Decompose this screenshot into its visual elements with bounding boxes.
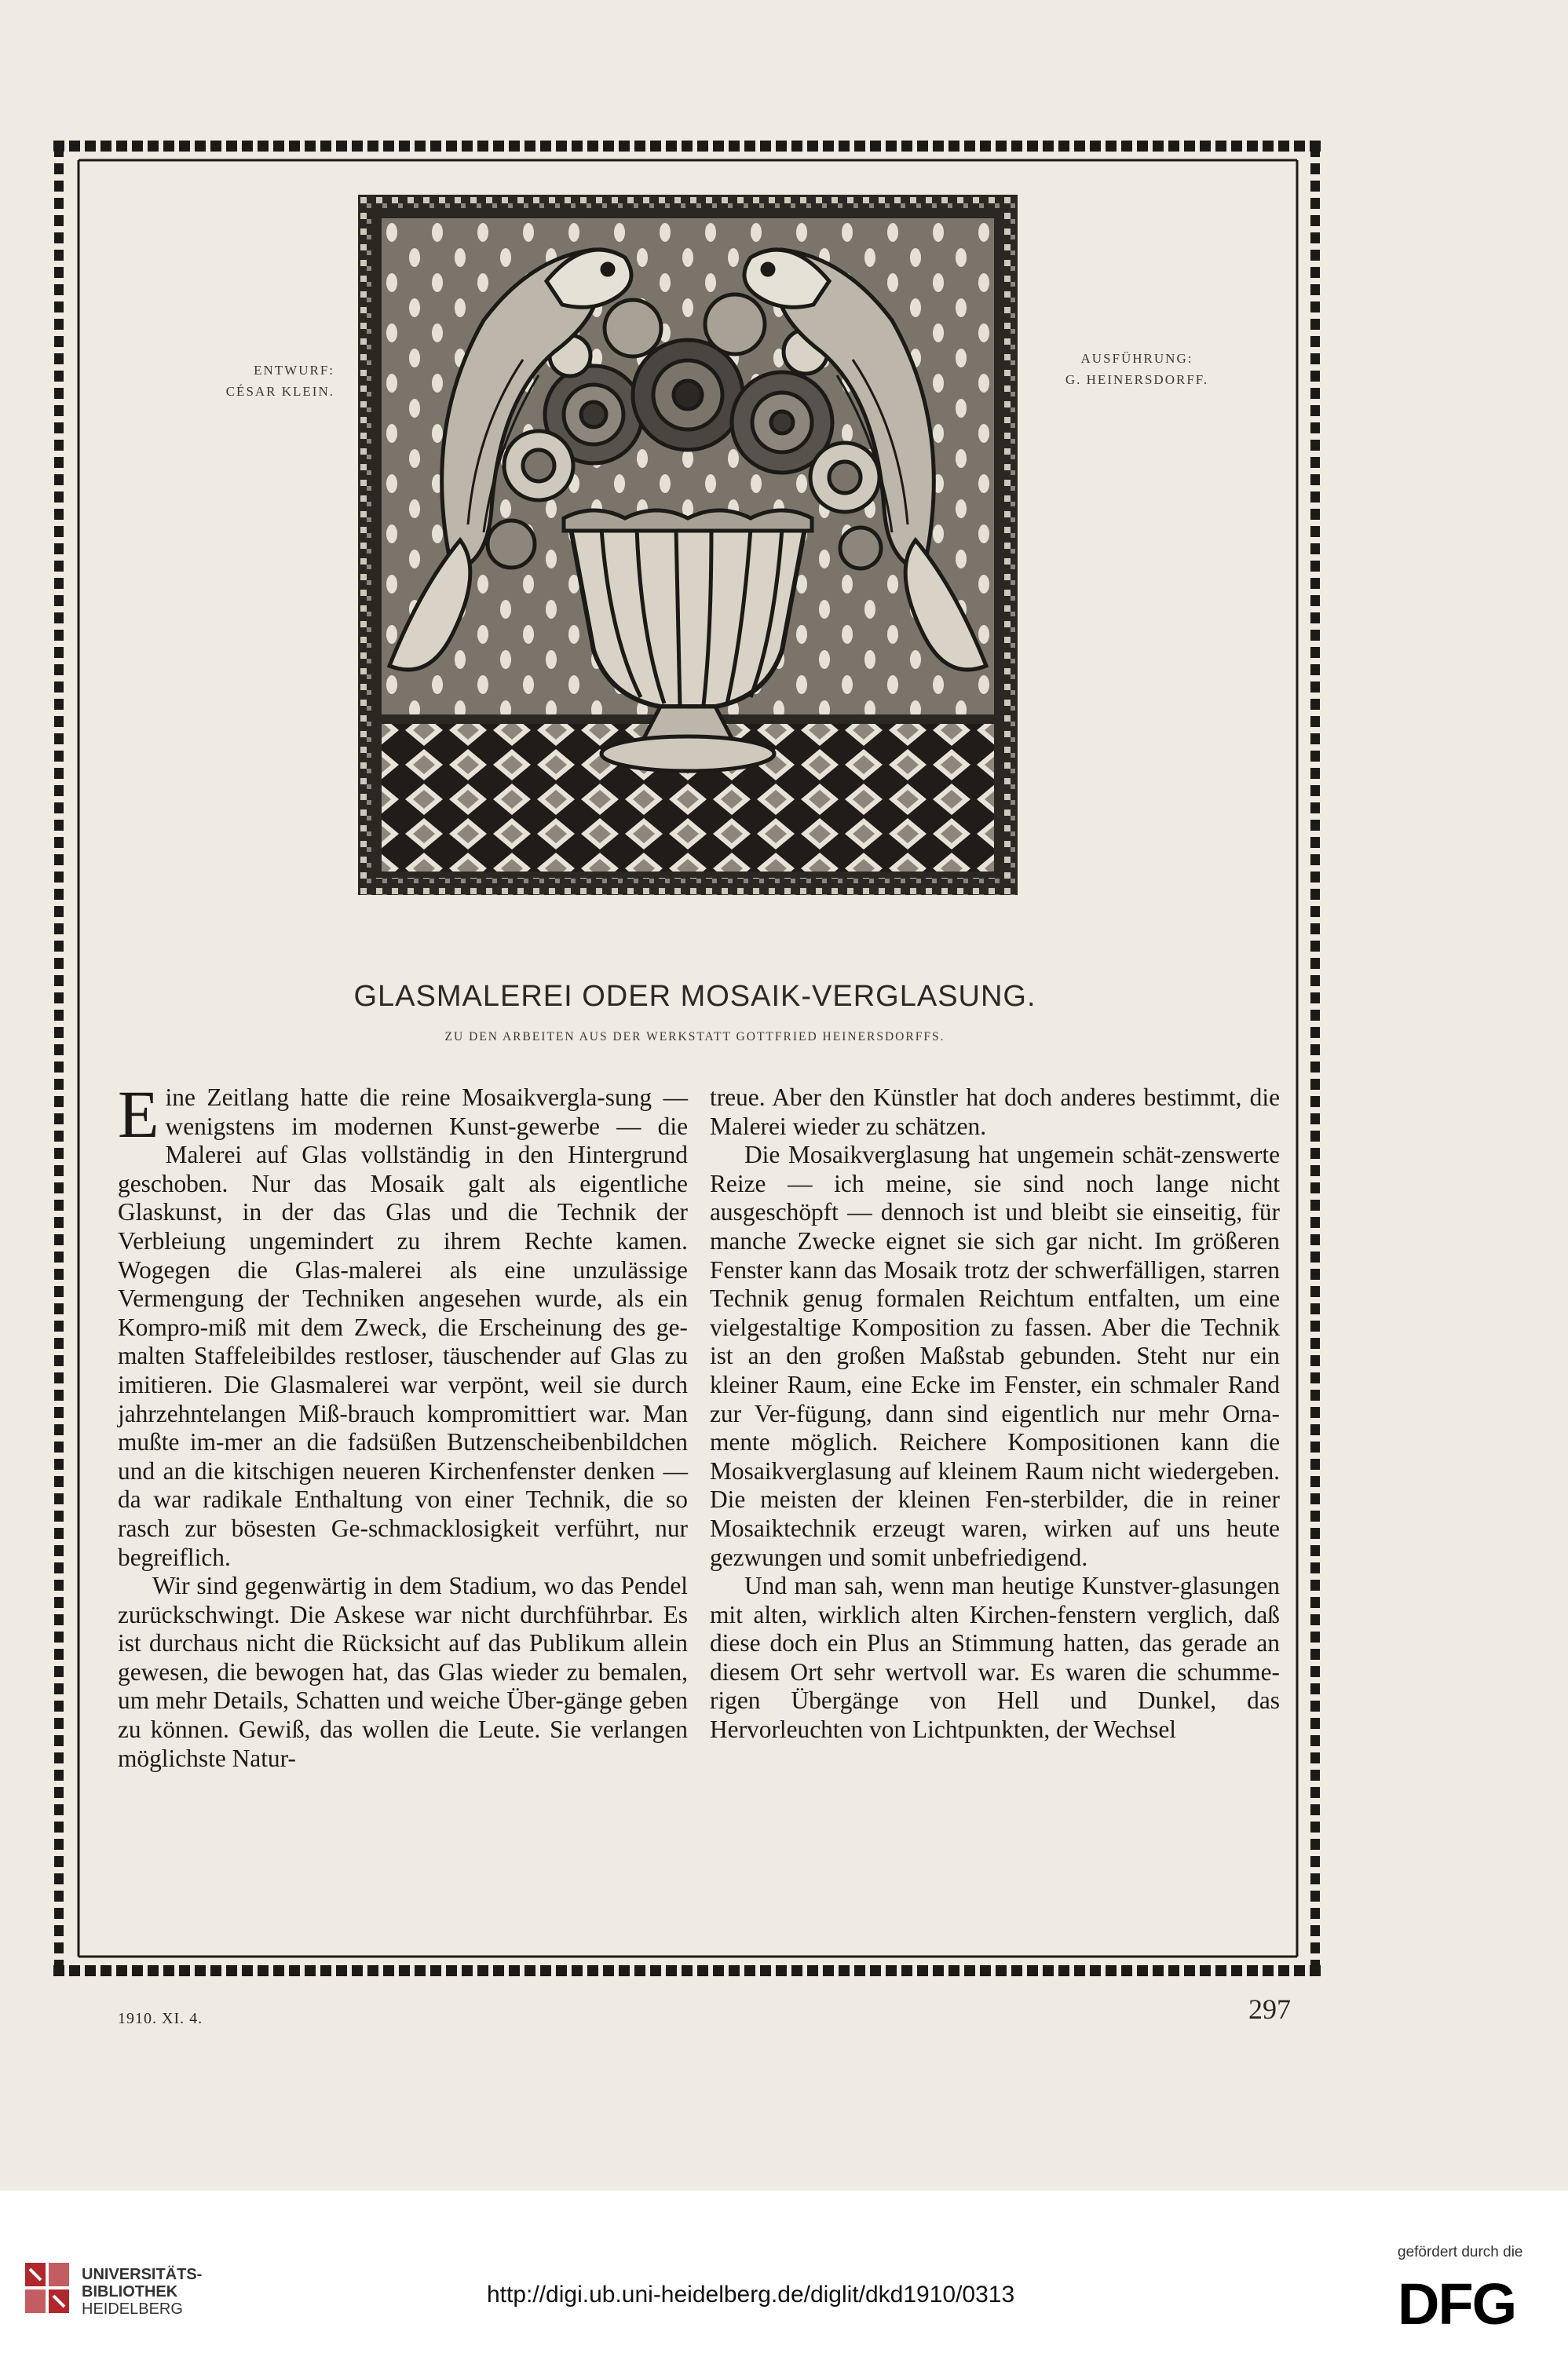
paragraph: treue. Aber den Künstler hat doch anderes bestimmt, die Malerei wieder zu schätzen. bbox=[710, 1083, 1280, 1140]
library-name bbox=[82, 2266, 202, 2318]
issue-reference: 1910. XI. 4. bbox=[118, 2010, 203, 2027]
paragraph: Die Mosaikverglasung hat ungemein schät-zenswerte Reize — ich meine, sie sind noch lange nicht ausgeschöpft — dennoch ist und bleibt sie einseitig, für manche Zwecke eignet sie sich gar nicht. Im größeren Fenster kann das Mosaik trotz der schwerfälligen, starren Technik genug formalen Reichtum entfalten, um eine vielgestaltige Komposition zu fassen. Aber die Technik ist an den großen Maßstab gebunden. Steht nur ein kleiner Raum, eine Ecke im Fenster, ein schmaler Rand zur Ver-fügung, dann sind eigentlich nur mehr Orna-mente möglich. Reichere Kompositionen kann die Mosaikverglasung auf kleinem Raum nicht wiedergeben. Die meisten der kleinen Fen-sterbilder, die in reiner Mosaiktechnik erzeugt waren, wirken auf uns heute gezwungen und somit unbefriedigend. bbox=[710, 1141, 1280, 1571]
funding-note: gefördert durch die bbox=[1398, 2244, 1523, 2260]
paragraph: Und man sah, wenn man heutige Kunstver-glasungen mit alten, wirklich alten Kirchen-fenstern verglich, daß diese doch ein Plus an Stimmung hatten, das gerade an diesem Ort sehr wertvoll war. Es waren die schumme-rigen Übergänge von Hell und Dunkel, das Hervorleuchten von Lichtpunkten, der Wechsel bbox=[710, 1572, 1280, 1744]
dfg-logo: DFG bbox=[1398, 2271, 1516, 2337]
article-title: GLASMALEREI ODER MOSAIK-VERGLASUNG. bbox=[353, 980, 1036, 1013]
library-name-line: UNIVERSITÄTS- bbox=[82, 2266, 203, 2283]
page-number: 297 bbox=[1248, 1993, 1291, 2025]
library-name-line: HEIDELBERG bbox=[82, 2300, 183, 2318]
source-url-link[interactable]: http://digi.ub.uni-heidelberg.de/diglit/dkd1910/0313 bbox=[487, 2282, 1015, 2308]
library-name-line: BIBLIOTHEK bbox=[82, 2283, 178, 2300]
footer-bar bbox=[0, 2191, 1568, 2357]
caption-execution-maker: G. HEINERSDORFF. bbox=[1065, 372, 1209, 387]
text-column-right bbox=[710, 1083, 1280, 1745]
university-library-logo-icon bbox=[24, 2261, 72, 2316]
drop-cap: E bbox=[118, 1076, 159, 1152]
caption-design bbox=[157, 360, 334, 402]
caption-execution-label: AUSFÜHRUNG: bbox=[1080, 351, 1193, 366]
text-column-left bbox=[118, 1076, 688, 1773]
paragraph bbox=[118, 1076, 688, 1572]
article-subtitle: ZU DEN ARBEITEN AUS DER WERKSTATT GOTTFRIED HEINERSDORFFS. bbox=[444, 1030, 945, 1043]
paragraph-text: ine Zeitlang hatte die reine Mosaikvergla-sung — wenigstens im modernen Kunst-gewerbe — die Malerei auf Glas vollständig in den Hintergrund geschoben. Nur das Mosaik galt als eigentliche Glaskunst, in der das Glas und die Technik der Verbleiung ungemindert zu ihrem Rechte kamen. Wogegen die Glas-malerei als eine unzulässige Vermengung der Techniken angesehen wurde, als ein Kompro-miß mit dem Zweck, die Erscheinung des ge-malten Staffeleibildes restloser, täuschender auf Glas zu imitieren. Die Glasmalerei war verpönt, weil sie durch jahrzehntelangen Miß-brauch kompromittiert war. Man mußte im-mer an die fadsüßen Butzenscheibenbildchen und an die kitschigen neueren Kirchenfenster denken — da war radikale Enthaltung von einer Technik, die so rasch zur bösesten Ge-schmacklosigkeit verführt, nur begreiflich. bbox=[118, 1083, 688, 1571]
caption-design-label: ENTWURF: bbox=[254, 363, 334, 378]
stained-glass-artwork bbox=[358, 195, 1018, 895]
caption-design-artist: CÉSAR KLEIN. bbox=[225, 384, 334, 399]
caption-execution bbox=[1035, 348, 1239, 390]
paragraph: Wir sind gegenwärtig in dem Stadium, wo das Pendel zurückschwingt. Die Askese war nicht durchführbar. Es ist durchaus nicht die Rücksicht auf das Publikum allein gewesen, die bewogen hat, das Glas wieder zu bemalen, um mehr Details, Schatten und weiche Über-gänge geben zu können. Gewiß, das wollen die Leute. Sie verlangen möglichste Natur- bbox=[118, 1572, 688, 1772]
